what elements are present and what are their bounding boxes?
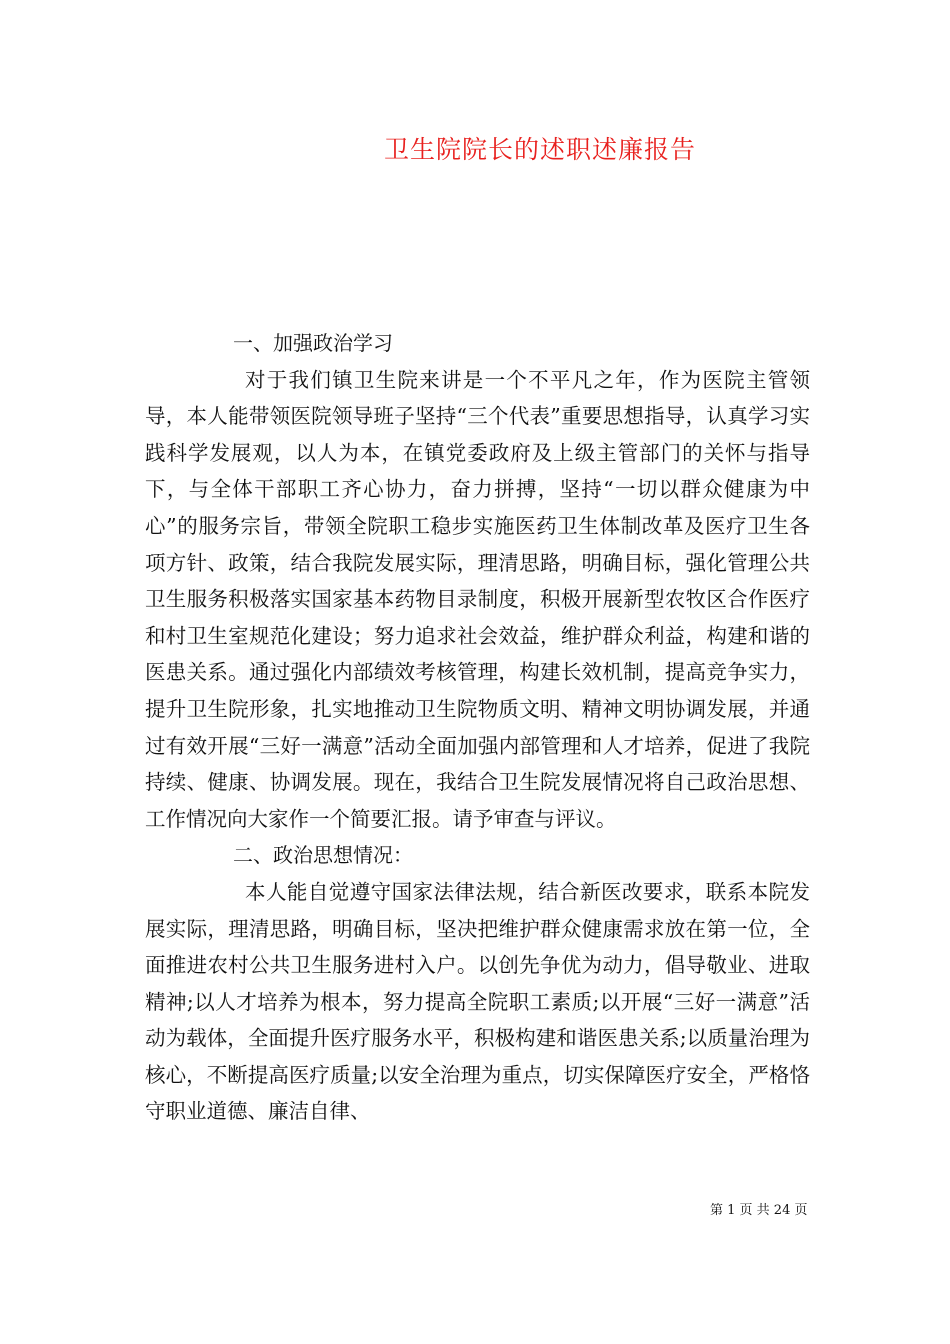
section-paragraph: 本人能自觉遵守国家法律法规，结合新医改要求，联系本院发展实际，理清思路，明确目标，坚决把维护群众健康需求放在第一位，全面推进农村公共卫生服务进村入户。以创先争优为动力，倡导敬业、进取精神;以人才培养为根本，努力提高全院职工素质;以开展“三好一满意”活动为载体，全面提升医疗服务水平，积极构建和谐医患关系;以质量治理为核心，不断提高医疗质量;以安全治理为重点，切实保障医疗安全，严格恪守职业道德、廉洁自律、	[145, 879, 810, 1124]
section-heading: 一、加强政治学习	[233, 331, 393, 355]
page-title: 卫生院院长的述职述廉报告	[383, 135, 696, 164]
section-heading: 二、政治思想情况：	[233, 843, 413, 868]
section-political-thought	[145, 837, 810, 1130]
document-body	[145, 325, 810, 1130]
section-paragraph: 对于我们镇卫生院来讲是一个不平凡之年，作为医院主管领导，本人能带领医院领导班子坚持“三个代表”重要思想指导，认真学习实践科学发展观，以人为本，在镇党委政府及上级主管部门的关怀与指导下，与全体干部职工齐心协力，奋力拼搏，坚持“一切以群众健康为中心”的服务宗旨，带领全院职工稳步实施医药卫生体制改革及医疗卫生各项方针、政策，结合我院发展实际，理清思路，明确目标，强化管理公共卫生服务积极落实国家基本药物目录制度，积极开展新型农牧区合作医疗和村卫生室规范化建设；努力追求社会效益，维护群众利益，构建和谐的医患关系。通过强化内部绩效考核管理，构建长效机制，提高竞争实力，提升卫生院形象，扎实地推动卫生院物质文明、精神文明协调发展，并通过有效开展“三好一满意”活动全面加强内部管理和人才培养，促进了我院持续、健康、协调发展。现在，我结合卫生院发展情况将自己政治思想、工作情况向大家作一个简要汇报。请予审查与评议。	[145, 367, 810, 831]
page-number-footer: 第 1 页 共 24 页	[710, 1203, 808, 1218]
section-political-study	[145, 325, 810, 837]
